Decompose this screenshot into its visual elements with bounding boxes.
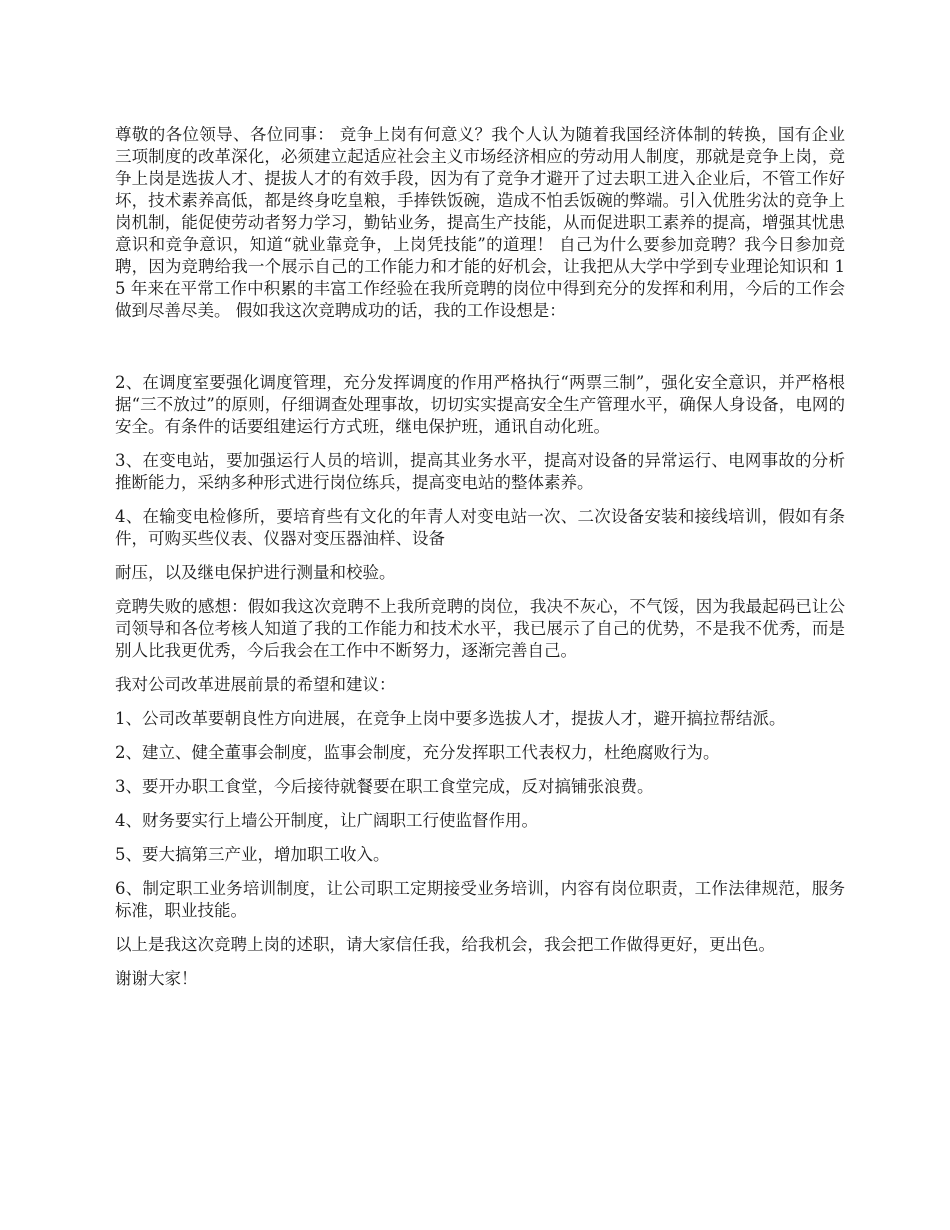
intro-paragraph: 尊敬的各位领导、各位同事： 竞争上岗有何意义？我个人认为随着我国经济体制的转换，国有企业三项制度的改革深化，必须建立起适应社会主义市场经济相应的劳动用人制度，那就是竞争上岗，竞争上岗是选拔人才、提拔人才的有效手段，因为有了竞争才避开了过去职工进入企业后，不管工作好坏，技术素养高低，都是终身吃皇粮，手捧铁饭碗，造成不怕丢饭碗的弊端。引入优胜劣汰的竞争上岗机制，能促使劳动者努力学习，勤钻业务，提高生产技能，从而促进职工素养的提高，增强其忧患意识和竞争意识，知道“就业靠竞争，上岗凭技能”的道理！ 自己为什么要参加竞聘？我今日参加竞聘，因为竞聘给我一个展示自己的工作能力和才能的好机会，让我把从大学中学到专业理论知识和 15 年来在平常工作中积累的丰富工作经验在我所竞聘的岗位中得到充分的发挥和利用，今后的工作会做到尽善尽美。 假如我这次竞聘成功的话，我的工作设想是：	[115, 125, 845, 320]
suggestion-item-5: 5、要大搞第三产业，增加职工收入。	[115, 845, 390, 864]
suggestion-item-1: 1、公司改革要朝良性方向进展，在竞争上岗中要多选拔人才，提拔人才，避开搞拉帮结派。	[115, 709, 786, 728]
closing-paragraph: 以上是我这次竞聘上岗的述职，请大家信任我，给我机会，我会把工作做得更好，更出色。	[115, 935, 775, 954]
document-body	[115, 124, 845, 1002]
suggestion-item-3: 3、要开办职工食堂，今后接待就餐要在职工食堂完成，反对搞铺张浪费。	[115, 777, 654, 796]
suggestion-item-4: 4、财务要实行上墙公开制度，让广阔职工行使监督作用。	[115, 811, 538, 830]
thanks-line: 谢谢大家！	[115, 969, 198, 988]
suggestion-item-2: 2、建立、健全董事会制度，监事会制度，充分发挥职工代表权力，杜绝腐败行为。	[115, 743, 720, 762]
failure-reflection-paragraph: 竞聘失败的感想：假如我这次竞聘不上我所竞聘的岗位，我决不灰心，不气馁，因为我最起码已让公司领导和各位考核人知道了我的工作能力和技术水平，我已展示了自己的优势，不是我不优秀，而是别人比我更优秀，今后我会在工作中不断努力，逐渐完善自己。	[115, 597, 845, 660]
suggestions-heading: 我对公司改革进展前景的希望和建议：	[115, 675, 396, 694]
plan-item-4: 4、在输变电检修所，要培育些有文化的年青人对变电站一次、二次设备安装和接线培训，假如有条件，可购买些仪表、仪器对变压器油样、设备	[115, 507, 845, 548]
plan-item-4-continued: 耐压，以及继电保护进行测量和校验。	[115, 563, 396, 582]
plan-item-3: 3、在变电站，要加强运行人员的培训，提高其业务水平，提高对设备的异常运行、电网事故的分析推断能力，采纳多种形式进行岗位练兵，提高变电站的整体素养。	[115, 451, 845, 492]
suggestion-item-6: 6、制定职工业务培训制度，让公司职工定期接受业务培训，内容有岗位职责，工作法律规范，服务标准，职业技能。	[115, 879, 845, 920]
plan-item-2: 2、在调度室要强化调度管理，充分发挥调度的作用严格执行“两票三制”，强化安全意识，并严格根据“三不放过”的原则，仔细调查处理事故，切切实实提高安全生产管理水平，确保人身设备，电网的安全。有条件的话要组建运行方式班，继电保护班，通讯自动化班。	[115, 373, 845, 436]
